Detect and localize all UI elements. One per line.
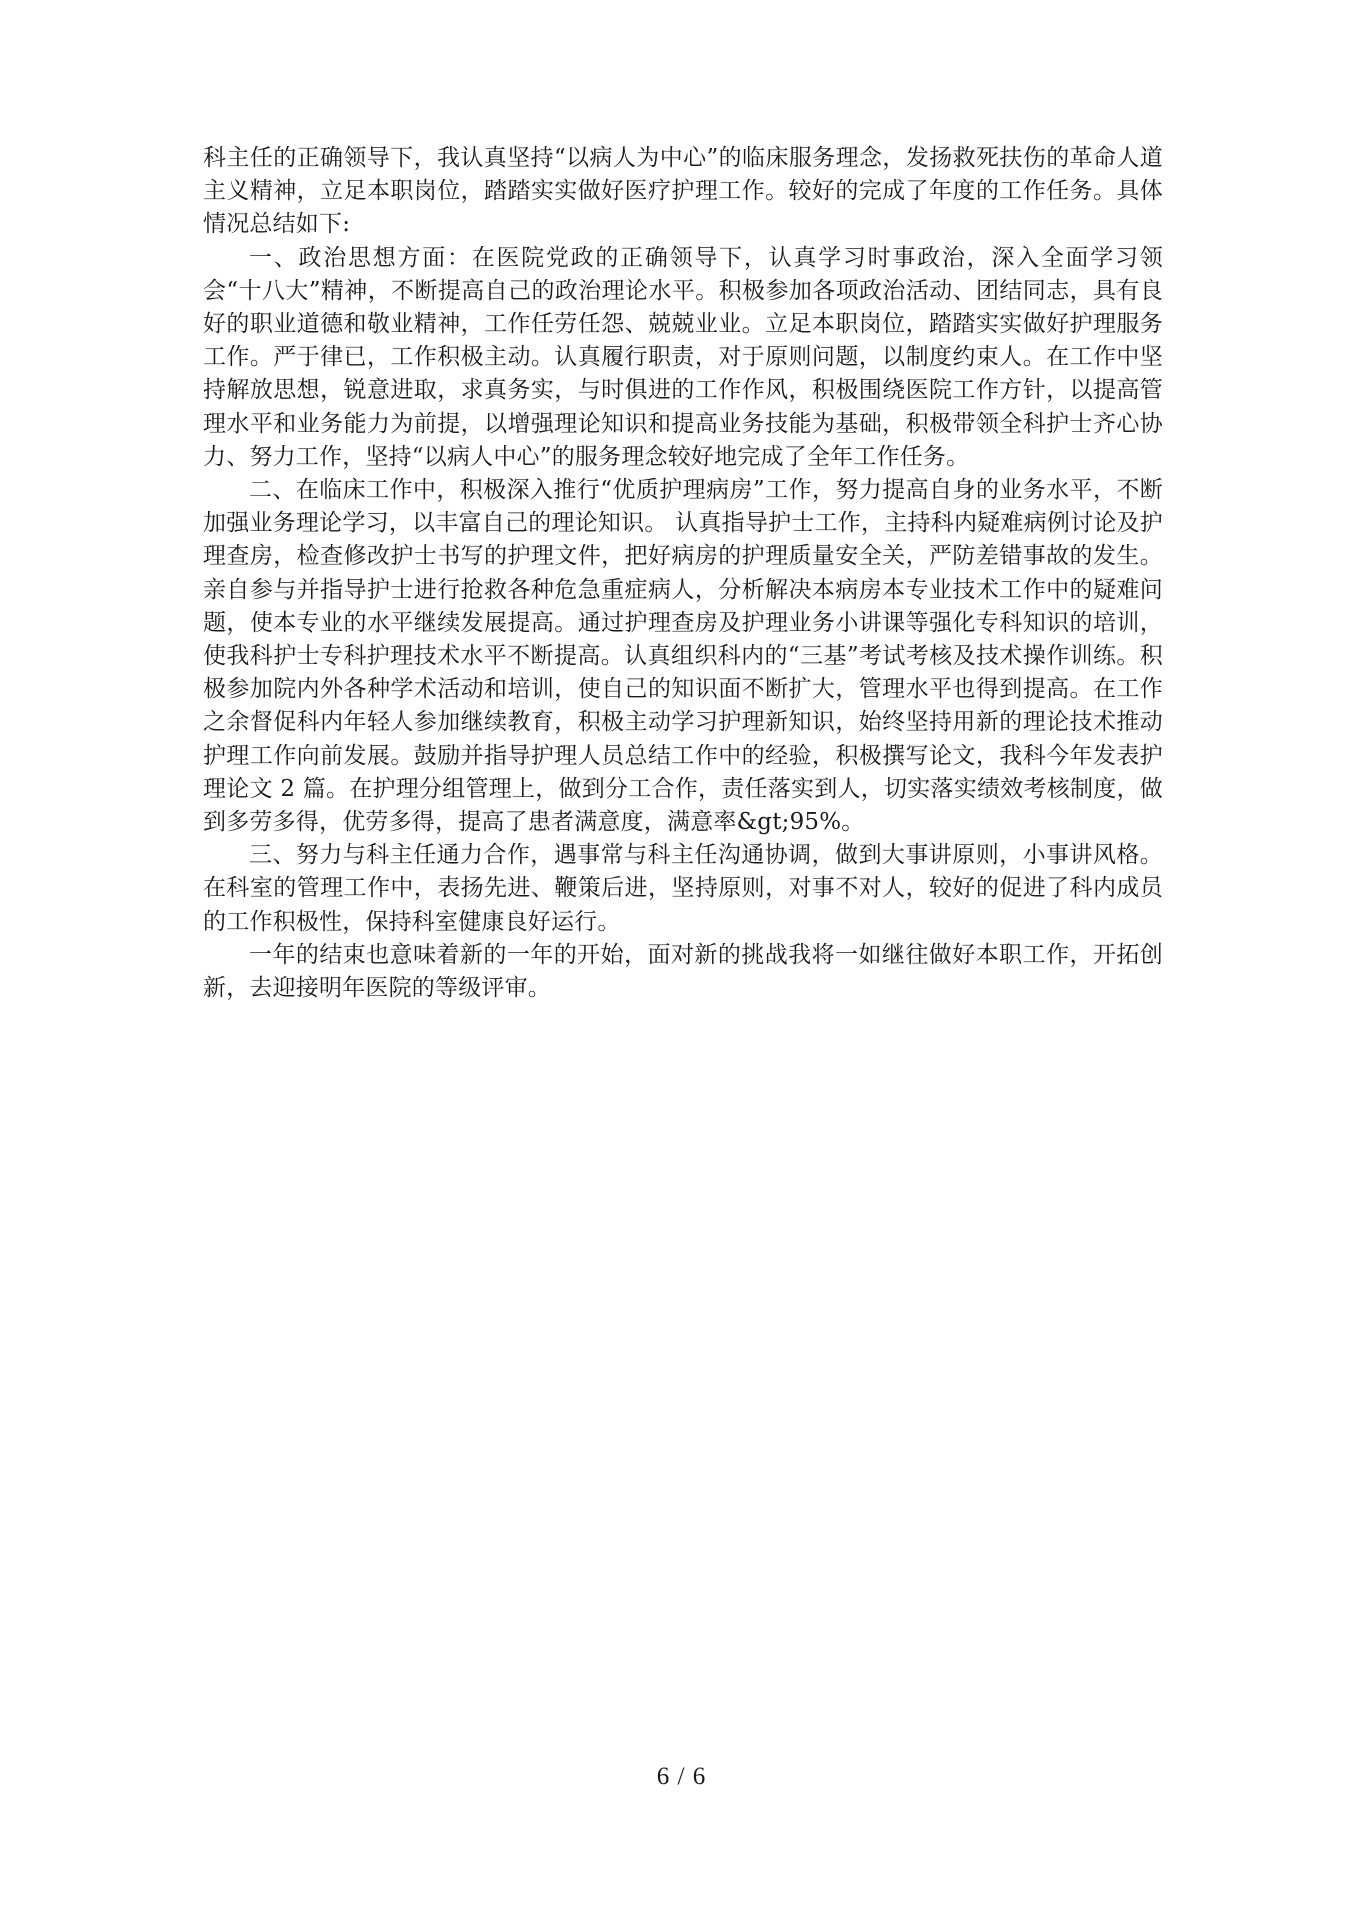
- document-body: [203, 142, 1163, 1005]
- paragraph-clinical-work: 二、在临床工作中，积极深入推行“优质护理病房”工作，努力提高自身的业务水平，不断加强业务理论学习，以丰富自己的理论知识。 认真指导护士工作，主持科内疑难病例讨论及护理查房，检查修改护士书写的护理文件，把好病房的护理质量安全关，严防差错事故的发生。亲自参与并指导护士进行抢救各种危急重症病人，分析解决本病房本专业技术工作中的疑难问题，使本专业的水平继续发展提高。通过护理查房及护理业务小讲课等强化专科知识的培训，使我科护士专科护理技术水平不断提高。认真组织科内的“三基”考试考核及技术操作训练。积极参加院内外各种学术活动和培训，使自己的知识面不断扩大，管理水平也得到提高。在工作之余督促科内年轻人参加继续教育，积极主动学习护理新知识，始终坚持用新的理论技术推动护理工作向前发展。鼓励并指导护理人员总结工作中的经验，积极撰写论文，我科今年发表护理论文 2 篇。在护理分组管理上，做到分工合作，责任落实到人，切实落实绩效考核制度，做到多劳多得，优劳多得，提高了患者满意度，满意率&gt;95%。: [203, 477, 1163, 836]
- paragraph-cooperation: 三、努力与科主任通力合作，遇事常与科主任沟通协调，做到大事讲原则，小事讲风格。在科室的管理工作中，表扬先进、鞭策后进，坚持原则，对事不对人，较好的促进了科内成员的工作积极性，保持科室健康良好运行。: [203, 842, 1163, 935]
- page-number: 6 / 6: [656, 1763, 707, 1790]
- paragraph-political-thought: 一、政治思想方面：在医院党政的正确领导下，认真学习时事政治，深入全面学习领会“十八大”精神，不断提高自己的政治理论水平。积极参加各项政治活动、团结同志，具有良好的职业道德和敬业精神，工作任劳任怨、兢兢业业。立足本职岗位，踏踏实实做好护理服务工作。严于律已，工作积极主动。认真履行职责，对于原则问题，以制度约束人。在工作中坚持解放思想，锐意进取，求真务实，与时俱进的工作作风，积极围绕医院工作方针，以提高管理水平和业务能力为前提，以增强理论知识和提高业务技能为基础，积极带领全科护士齐心协力、努力工作，坚持“以病人中心”的服务理念较好地完成了全年工作任务。: [203, 244, 1163, 470]
- paragraph-conclusion: 一年的结束也意味着新的一年的开始，面对新的挑战我将一如继往做好本职工作，开拓创新，去迎接明年医院的等级评审。: [203, 941, 1163, 1002]
- paragraph-intro: 科主任的正确领导下，我认真坚持“以病人为中心”的临床服务理念，发扬救死扶伤的革命人道主义精神，立足本职岗位，踏踏实实做好医疗护理工作。较好的完成了年度的工作任务。具体情况总结如下:: [203, 145, 1163, 238]
